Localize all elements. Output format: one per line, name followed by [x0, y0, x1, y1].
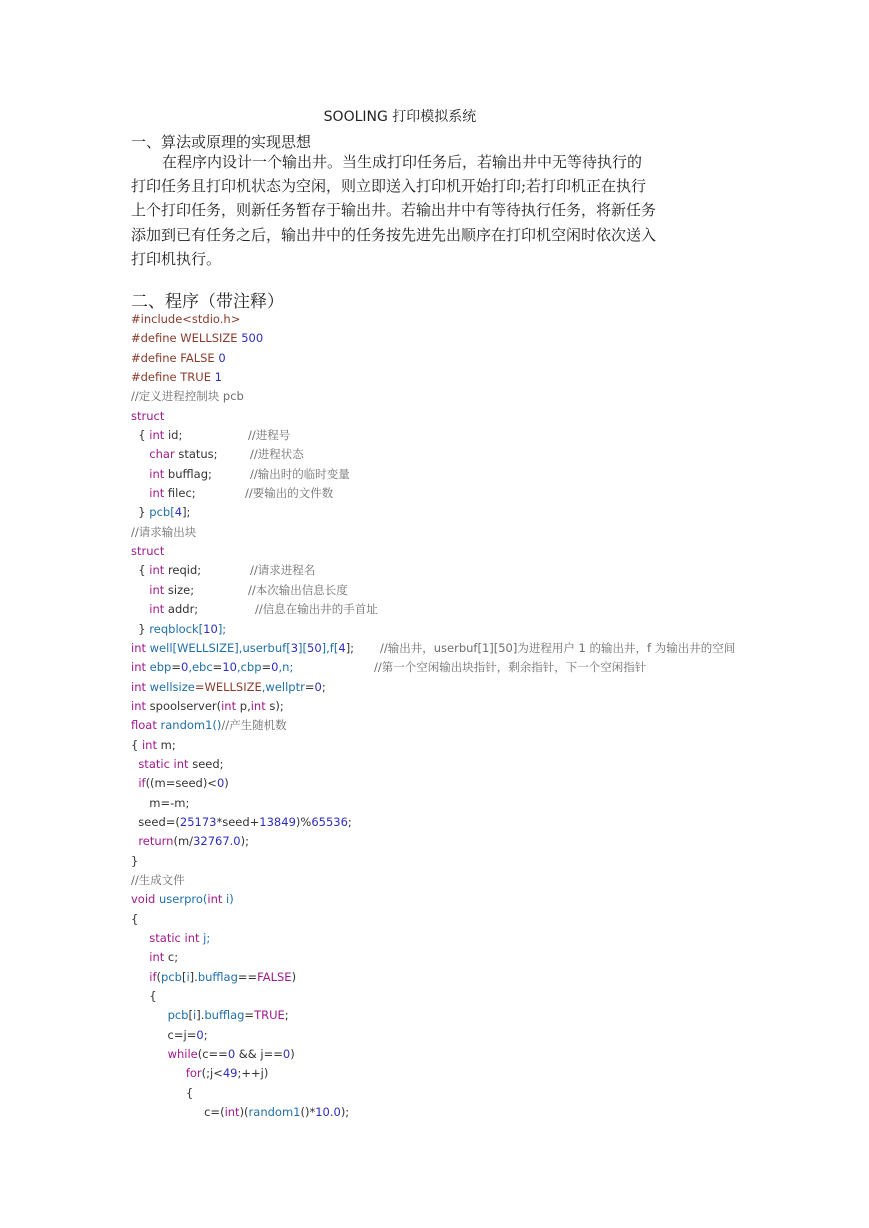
code-line: { int reqid; //请求进程名 — [131, 563, 316, 578]
code-line: void userpro(int i) — [131, 892, 234, 907]
code-line: c=(int)(random1()*10.0); — [131, 1105, 350, 1120]
code-line: //生成文件 — [131, 872, 185, 887]
code-line: //定义进程控制块 pcb — [131, 389, 244, 404]
code-line: int spoolserver(int p,int s); — [131, 698, 284, 713]
code-line: { — [131, 911, 139, 926]
code-line: static int seed; — [138, 756, 224, 771]
code-line: { int id; //进程号 — [131, 428, 291, 443]
code-line: seed=(25173*seed+13849)%65536; — [131, 814, 352, 829]
code-line: m=-m; — [131, 795, 190, 810]
code-line: struct — [131, 544, 165, 559]
code-line: int wellsize=WELLSIZE,wellptr=0; — [131, 679, 326, 694]
code-line: while(c==0 && j==0) — [167, 1047, 295, 1062]
section2-heading: 二、程序（带注释） — [131, 292, 284, 312]
code-listing — [131, 310, 851, 1122]
paragraph-line: 添加到已有任务之后，输出井中的任务按先进先出顺序在打印机空闲时依次送入 — [131, 225, 657, 244]
code-line: int size; //本次输出信息长度 — [149, 582, 348, 597]
code-line: { — [131, 1085, 194, 1100]
code-line: int ebp=0,ebc=10,cbp=0,n; //第一个空闲输出块指针，剩余指针，下一个空闲指针 — [131, 660, 647, 675]
code-line: char status; //进程状态 — [149, 447, 304, 462]
document-title: SOOLING 打印模拟系统 — [323, 109, 477, 125]
code-line: //请求输出块 — [131, 524, 197, 539]
paragraph-line: 上个打印任务，则新任务暂存于输出井。若输出井中有等待执行任务，将新任务 — [131, 201, 657, 220]
code-line: int c; — [149, 950, 179, 965]
paragraph-line: 打印机执行。 — [131, 249, 222, 268]
code-line: { int m; — [131, 737, 176, 752]
code-line: return(m/32767.0); — [138, 834, 249, 849]
code-line: for(;j<49;++j) — [185, 1066, 269, 1081]
section1-heading: 一、算法或原理的实现思想 — [131, 133, 312, 151]
code-line: pcb[i].bufflag=TRUE; — [167, 1008, 289, 1023]
code-line: float random1()//产生随机数 — [131, 718, 287, 733]
code-line: int well[WELLSIZE],userbuf[3][50],f[4]; //输出井，userbuf[1][50]为进程用户 1 的输出井，f 为输出井的空间 — [131, 640, 736, 655]
code-line: if((m=seed)<0) — [138, 776, 229, 791]
code-line: int filec; //要输出的文件数 — [149, 486, 334, 501]
code-line: if(pcb[i].bufflag==FALSE) — [149, 969, 297, 984]
code-line: #define WELLSIZE 500 — [131, 331, 264, 346]
section1-paragraph — [131, 150, 691, 271]
code-line: struct — [131, 408, 165, 423]
code-line: #define FALSE 0 — [131, 350, 226, 365]
paragraph-line: 在程序内设计一个输出井。当生成打印任务后，若输出井中无等待执行的 — [162, 153, 643, 171]
code-line: } — [131, 853, 139, 868]
code-line: #define TRUE 1 — [131, 370, 222, 385]
paragraph-line: 打印任务且打印机状态为空闲，则立即送入打印机开始打印;若打印机正在执行 — [131, 177, 647, 196]
code-line: { — [131, 989, 157, 1004]
code-line: } reqblock[10]; — [131, 621, 227, 636]
code-line: int addr; //信息在输出井的手首址 — [149, 602, 378, 617]
code-line: } pcb[4]; — [131, 505, 191, 520]
code-line: int bufflag; //输出时的临时变量 — [149, 466, 350, 481]
code-line: #include<stdio.h> — [131, 312, 241, 326]
code-line: static int j; — [149, 931, 211, 945]
code-line: c=j=0; — [131, 1027, 208, 1042]
